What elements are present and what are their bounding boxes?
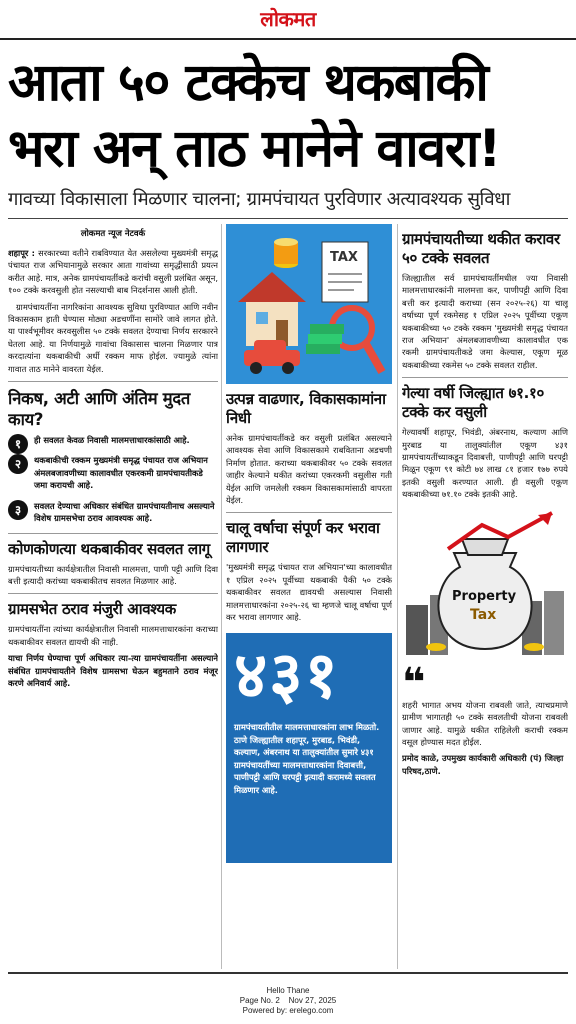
number-badge: २ [8,454,28,474]
dateline: शहापूर : [8,248,35,258]
headline-line-2: भरा अन् ताठ मानेने वावरा! [8,119,501,179]
divider [8,381,218,382]
list-item [8,454,218,491]
section-heading-revenue: उत्पन्न वाढणार, विकासकामांना निधी [226,390,386,427]
column-middle [226,224,392,969]
lokmat-logo: लोकमत [260,7,316,31]
paragraph [402,272,568,371]
list-item-text: थकबाकीची रक्कम मुख्यमंत्री समृद्ध पंचायत राज अभियान अंमलबजावणीच्या कालावधीत एकरकमी ग्रामपंचायतीकडे जमा करायची आहे. [34,455,208,491]
number-badge: ३ [8,500,28,520]
section-heading-last-year: गेल्या वर्षी जिल्ह्यात ७१.१० टक्के कर वसुली [402,384,544,422]
masthead-rule [0,38,576,40]
paragraph-text: अनेक ग्रामपंचायतींकडे कर वसुली प्रलंबित असल्याने आवश्यक सेवा आणि विकासकामे राबविताना अडचणी निर्माण होतात. कराच्या थकबाकीवर ५० टक्के सवलत जाहीर केल्याने थकीत करांच्या एकरकमी वसुलीस गती येईल आणि जमलेली रक्कम विकासकामांसाठी वापरता येईल. [226,433,392,506]
paragraph-text: जिल्ह्यातील सर्व ग्रामपंचायतींमधील ज्या निवासी मालमत्ताधारकांनी मालमत्ता कर, पाणीपट्टी आणि दिवा बत्ती कर इत्यादी कराच्या (सन २०२५-२६) या चालू वर्षाच्या पूर्ण रकमेसह १ एप्रिल २०२५ पूर्वीच्या एकूण थकबाकीच्या ५० टक्के रक्कम 'मुख्यमंत्री समृद्ध पंचायत राज अभियान' अंमलबजावणीच्या कालावधीत एक रकमी ग्रामपंचायतीकडे जमा केल्यास, एकूण मूळ थकबाकीच्या रकमेस ५० टक्के सवलत राहील. [402,273,568,370]
property-tax-illustration [402,509,568,659]
quote [402,699,568,749]
paragraph [226,432,392,506]
number-badge: १ [8,434,28,454]
tax-label: Tax [470,606,497,623]
quote-attribution: प्रमोद काळे, उपमुख्य कार्यकारी अधिकारी (पं) जिल्हा परिषद,ठाणे. [402,753,564,776]
paragraph: ग्रामपंचायतींना नागरिकांना आवश्यक सुविधा पुरविण्यात आणि नवीन विकासकाम हाती घेण्यास मोठ्या अडचणींना सामोरे जावे लागत होते. या पार्श्वभूमीवर करवसुलीस ५० टक्के सवलत देण्याचा निर्णय सरकारने घेतला आहे. या निर्णयामुळे गावांचा विकासास चालना मिळणार पात्र करदात्यांना थकबाकीची अर्धी रक्कम माफ होईल. ज्यामुळे त्यांना गावात ताठ मानेने वावरता येईल. [8,301,218,374]
section-heading-concession: ग्रामपंचायतीच्या थकीत करावर ५० टक्के सवलत [402,230,560,267]
masthead [0,4,576,34]
section-heading-gramsabha: ग्रामसभेत ठराव मंजुरी आवश्यक [8,600,176,619]
column-left [8,224,218,969]
highlight-box [226,633,392,863]
list-item [8,500,218,525]
footer-edition: Hello Thane [266,986,310,995]
headline-line-1: आता ५० टक्केच थकबाकी [8,53,488,113]
highlight-number: ४३१ [234,639,340,714]
paragraph-text: ग्रामपंचायतींना त्यांच्या कार्यक्षेत्रातील निवासी मालमत्ताधारकांना कराच्या थकबाकीवर सवलत द्यायची की नाही. [8,624,218,647]
footer-powered-by: Powered by: erelego.com [242,1006,334,1015]
highlight-text: ग्रामपंचायतीतील मालमत्ताधारकांना लाभ मिळतो. ठाणे जिल्ह्यातील शहापूर, मुरबाड, भिवंडी, कल्याण, अंबरनाथ या तालुक्यांतील सुमारे ४३१ ग्रामपंचायतींच्या मालमत्ताधारकांना दिवाबत्ती, पाणीपट्टी आणि घरपट्टी इत्यादी करामध्ये सवलत मिळणार आहे. [234,722,380,795]
footer-page-date: Page No. 2 Nov 27, 2025 [239,996,337,1005]
column-right [402,224,568,969]
section-heading-applicable: कोणकोणत्या थकबाकीवर सवलत लागू [8,539,210,558]
paragraph-text: सरकारच्या वतीने राबविण्यात येत असलेल्या मुख्यमंत्री समृद्ध पंचायत राज अभियानामुळे सरकार आता गावांच्या समृद्धीसाठी प्रयत्न करीत आहे. मात्र, अनेक ग्रामपंचायतींकडे करांची वसुली प्रलंबित असून, १०० टक्के करवसुली होत नसल्याची बाब निदर्शनास आली होती. [8,248,218,296]
headline [8,50,568,182]
paragraph-text: याचा निर्णय घेण्याचा पूर्ण अधिकार त्या-त्या ग्रामपंचायतींना असल्याने संबंधित ग्रामपंचायतीने विशेष ग्रामसभा घेऊन बहुमताने ठराव मंजूर करणे अनिवार्य आहे. [8,653,218,688]
list-item-text: सवलत देण्याचा अधिकार संबंधित ग्रामपंचायतीनाच असल्याने विशेष ग्रामसभेचा ठराव आवश्यक आहे. [34,500,215,524]
property-label: Property [452,588,517,604]
section-heading-criteria: निकष, अटी आणि अंतिम मुदत काय? [8,389,190,430]
column-divider [397,224,398,969]
paragraph-text: 'मुख्यमंत्री समृद्ध पंचायत राज अभियान'च्या कालावधीत १ एप्रिल २०२५ पूर्वीच्या थकबाकी पैकी ५० टक्के थकबाकीवर सवलत द्यावयची असल्यास निवासी मालमत्ताधारकांना २०२५-२६ चा म्हणजे चालू वर्षाचा पूर्ण कर भरावा लागणार आहे. [226,562,392,623]
column-divider [221,224,222,969]
quote-icon: ❝ [402,659,426,706]
list-item [8,434,218,452]
subhead-rule [8,218,568,219]
paragraph-text: गेल्यावर्षी शहापूर, भिवंडी, अंबरनाथ, कल्याण आणि मुरबाड या तालुक्यांतील एकूण ४३१ ग्रामपंचायतींच्याकडून दिवाबत्ती, पाणीपट्टी आणि घरपट्टी मिळून एकूण ९१ कोटी ७४ लाख ८१ हजार १७७ रुपये इतकी वसुली करण्यात आली. ही वसुली एकूण थकबाकीच्या ७१.१० टक्के इतकी आहे. [402,427,568,500]
tax-illustration [226,224,392,384]
footer [0,986,576,1016]
property-tax-bag-icon [402,509,568,659]
paragraph [226,561,392,623]
divider [226,512,392,513]
tax-house-money-icon [226,224,392,384]
paragraph [402,426,568,500]
list-item-text: ही सवलत केवळ निवासी मालमत्ताधारकांसाठी आहे. [34,435,190,446]
section-heading-current-year: चालू वर्षाचा संपूर्ण कर भरावा लागणार [226,519,380,557]
quote-text: शहरी भागात अभय योजना राबवली जाते, त्याचप्रमाणे ग्रामीण भागातही ५० टक्के सवलतीची योजना राबवली जाणार आहे. यामुळे थकीत राहिलेली कराची रक्कम वसूल होण्यास मदत होईल. [402,699,568,747]
paragraph-text: ग्रामपंचायतीच्या कार्यक्षेत्रातील निवासी मालमत्ता, पाणी पट्टी आणि दिवा बत्ती इत्यादी करांच्या थकबाकीतच सवलत मिळणार आहे. [8,563,218,586]
divider [402,377,568,378]
paragraph [8,563,218,588]
article-body-left [8,247,218,375]
byline: लोकमत न्यूज नेटवर्क [80,229,146,239]
footer-rule [8,972,568,974]
tax-label: TAX [330,250,358,265]
divider [8,533,218,534]
divider [8,593,218,594]
paragraph [8,623,218,689]
paragraph [8,247,218,297]
subheadline: गावच्या विकासाला मिळणार चालना; ग्रामपंचायत पुरविणार अत्यावश्यक सुविधा [8,189,510,210]
